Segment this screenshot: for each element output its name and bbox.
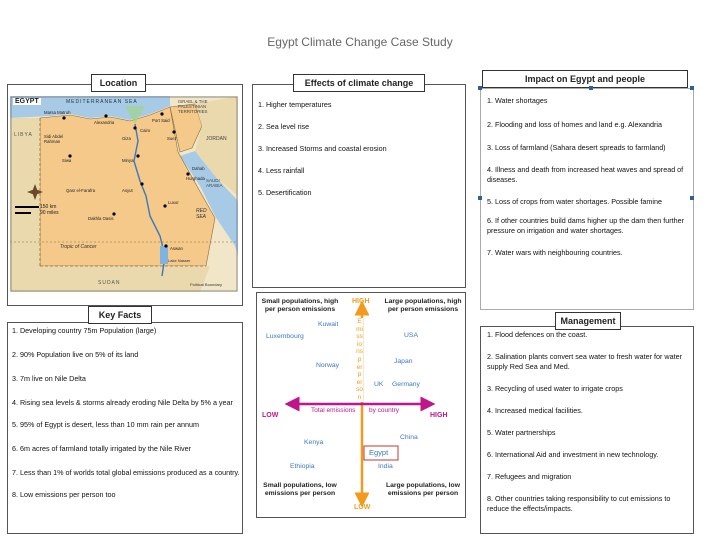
management-item: 8. Other countries taking responsibility to cut emissions to reduce the effects/impacts. xyxy=(487,494,671,513)
map-place: Suez xyxy=(167,136,177,141)
map-tropic: Tropic of Cancer xyxy=(60,244,97,250)
country-label: Norway xyxy=(316,362,340,369)
selection-handle[interactable] xyxy=(690,86,694,90)
emissions-quadrant-label: Large populations, high per person emissions xyxy=(384,298,462,313)
map-place: Minya xyxy=(122,158,134,163)
axis-high-top: HIGH xyxy=(352,298,370,305)
map-place: Alexandria xyxy=(94,120,115,125)
map-place: Luxor xyxy=(168,200,179,205)
country-label: Germany xyxy=(392,381,420,388)
axis-low-left: LOW xyxy=(262,412,279,419)
fact-item: 8. Low emissions per person too xyxy=(12,490,116,499)
horizontal-axis-label-right: by country xyxy=(369,407,399,414)
effects-list xyxy=(258,100,464,207)
impact-item: 2. Flooding and loss of homes and land e.g. Alexandria xyxy=(487,120,663,129)
key-facts-header: Key Facts xyxy=(88,306,152,324)
impact-item: 1. Water shortages xyxy=(487,96,548,105)
country-label: USA xyxy=(404,332,418,339)
fact-item: 3. 7m live on Nile Delta xyxy=(12,374,86,383)
map-place: Asyut xyxy=(122,188,133,193)
effect-item: 2. Sea level rise xyxy=(258,122,310,131)
map-boundary-legend: Political Boundary xyxy=(190,282,223,287)
map-place: Dahab xyxy=(192,166,205,171)
map-saudi: SAUDI ARABIA xyxy=(206,178,223,188)
map-sudan: SUDAN xyxy=(98,280,121,286)
map-place: Aswan xyxy=(170,246,183,251)
key-facts-list xyxy=(12,326,240,509)
country-label: Ethiopia xyxy=(290,463,315,470)
page-title: Egypt Climate Change Case Study xyxy=(267,35,453,49)
management-item: 1. Flood defences on the coast. xyxy=(487,330,588,339)
management-item: 5. Water partnerships xyxy=(487,428,556,437)
impact-list xyxy=(487,96,687,267)
management-item: 4. Increased medical facilities. xyxy=(487,406,583,415)
map-place: Sidi Abdel Rahman xyxy=(44,134,64,144)
axis-low-bottom: LOW xyxy=(354,504,371,511)
effect-item: 4. Less rainfall xyxy=(258,166,305,175)
management-item: 3. Recycling of used water to irrigate crops xyxy=(487,384,623,393)
effects-header: Effects of climate change xyxy=(293,74,425,92)
map-place: Siwa xyxy=(62,158,72,163)
fact-item: 4. Rising sea levels & storms already eroding Nile Delta by 5% a year xyxy=(12,398,233,407)
fact-item: 6. 6m acres of farmland totally irrigated by the Nile River xyxy=(12,444,191,453)
management-item: 2. Salination plants convert sea water to fresh water for water supply Red Sea and Med. xyxy=(487,352,682,371)
selection-handle[interactable] xyxy=(478,86,482,90)
emissions-quadrant-label: Small populations, high per person emissions xyxy=(261,298,339,313)
fact-item: 1. Developing country 75m Population (large) xyxy=(12,326,157,335)
vertical-axis-label: Emissions per person xyxy=(356,318,363,401)
country-label: Kuwait xyxy=(318,321,339,328)
management-header: Management xyxy=(555,312,621,330)
map-scale-km: 150 km xyxy=(40,204,57,210)
egypt-map xyxy=(10,96,238,292)
selection-handle[interactable] xyxy=(589,86,593,90)
fact-item: 2. 90% Population live on 5% of its land xyxy=(12,350,139,359)
fact-item: 5. 95% of Egypt is desert, less than 10 mm rain per annum xyxy=(12,420,199,429)
impact-item: 3. Loss of farmland (Sahara desert spreads to farmland) xyxy=(487,143,666,152)
map-place: Giza xyxy=(122,136,131,141)
country-label: UK xyxy=(374,381,384,388)
impact-item: 4. Illness and death from increased heat waves and spread of diseases. xyxy=(487,165,684,184)
map-libya: LIBYA xyxy=(14,132,33,138)
map-place: Marsa Matruh xyxy=(44,110,71,115)
country-label: Kenya xyxy=(304,439,324,446)
map-place: Dakhla Oasis xyxy=(88,216,114,221)
impact-item: 6. If other countries build dams higher up the dam then further pressure on irrigation and water shortages. xyxy=(487,216,684,235)
impact-item: 7. Water wars with neighbouring countries. xyxy=(487,248,623,257)
egypt-map-svg xyxy=(10,96,238,292)
selection-handle[interactable] xyxy=(690,196,694,200)
management-list xyxy=(487,330,687,523)
country-label: China xyxy=(400,434,418,441)
impact-header: Impact on Egypt and people xyxy=(482,70,688,88)
map-israel: ISRAEL & THE PALESTINIAN TERRITORIES xyxy=(178,99,208,114)
impact-item: 5. Loss of crops from water shortages. Possible famine xyxy=(487,197,662,206)
selection-handle[interactable] xyxy=(478,196,482,200)
map-place: Lake Nasser xyxy=(168,258,191,263)
emissions-quadrant-label: Small populations, low emissions per person xyxy=(263,482,337,497)
horizontal-axis-label-left: Total emissions xyxy=(311,407,356,414)
map-jordan: JORDAN xyxy=(206,136,227,142)
map-sea-east: RED SEA xyxy=(196,208,207,220)
map-place: Qasr el-Farafra xyxy=(66,188,96,193)
fact-item: 7. Less than 1% of worlds total global emissions produced as a country. xyxy=(12,468,240,477)
effect-item: 3. Increased Storms and coastal erosion xyxy=(258,144,387,153)
management-item: 7. Refugees and migration xyxy=(487,472,572,481)
country-label: India xyxy=(378,463,393,470)
map-country-label: EGYPT xyxy=(15,98,39,105)
axis-high-right: HIGH xyxy=(430,412,448,419)
map-place: Port Said xyxy=(152,118,170,123)
country-label: Luxembourg xyxy=(266,333,304,340)
effect-item: 5. Desertification xyxy=(258,188,312,197)
country-label: Japan xyxy=(394,358,413,365)
map-place: Hurghada xyxy=(186,176,205,181)
emissions-quadrant-label: Large populations, low emissions per person xyxy=(385,482,460,497)
country-label-egypt: Egypt xyxy=(369,448,389,457)
map-sea-north: MEDITERRANEAN SEA xyxy=(66,99,138,105)
location-header: Location xyxy=(91,74,146,92)
map-place: Cairo xyxy=(140,128,151,133)
management-item: 6. International Aid and investment in new technology. xyxy=(487,450,659,459)
effect-item: 1. Higher temperatures xyxy=(258,100,332,109)
map-scale-miles: 90 miles xyxy=(40,210,59,216)
